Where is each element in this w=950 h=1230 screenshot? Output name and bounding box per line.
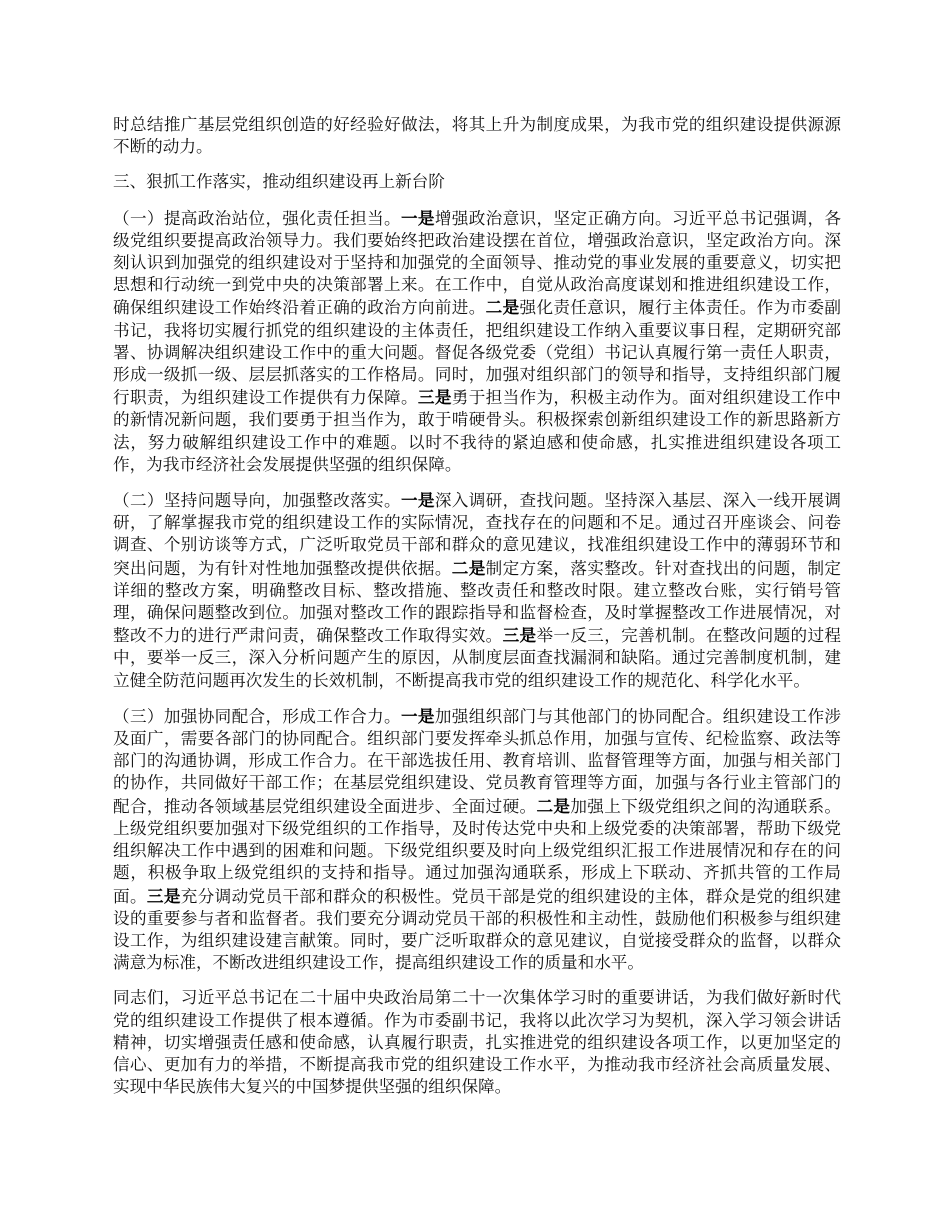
paragraph-intro-continuation bbox=[113, 114, 841, 158]
text-segment: 加强上下级党组织之间的沟通联系。上级党组织要加强对下级党组织的工作指导，及时传达党中央和上级党委的决策部署，帮助下级党组织解决工作中遇到的困难和问题。下级党组织要及时向上级党组织汇报工作进展情况和存在的问题，积极争取上级党组织的支持和指导。通过加强沟通联系，形成上下联动、齐抓共管的工作局面。 bbox=[113, 796, 842, 906]
paragraph-political-stance bbox=[113, 207, 841, 476]
bold-marker-second: 二是 bbox=[451, 557, 486, 578]
bold-marker-first: 一是 bbox=[400, 705, 435, 726]
paragraph-closing bbox=[113, 987, 841, 1098]
bold-marker-first: 一是 bbox=[400, 207, 435, 228]
text-segment: 加强组织部门与其他部门的协同配合。组织建设工作涉及面广，需要各部门的协同配合。组织部门要发挥牵头抓总作用，加强与宣传、纪检监察、政法等部门的沟通协调，形成工作合力。在干部选拔任用、教育培训、监督管理等方面，加强与相关部门的协作，共同做好干部工作；在基层党组织建设、党员教育管理等方面，加强与各行业主管部门的配合，推动各领域基层党组织建设全面进步、全面过硬。 bbox=[113, 706, 842, 816]
text-segment: 充分调动党员干部和群众的积极性。党员干部是党的组织建设的主体，群众是党的组织建设的重要参与者和监督者。我们要充分调动党员干部的积极性和主动性，鼓励他们积极参与组织建设工作，为组织建设建言献策。同时，要广泛听取群众的意见建议，自觉接受群众的监督，以群众满意为标准，不断改进组织建设工作，提高组织建设工作的质量和水平。 bbox=[113, 886, 842, 973]
document-page bbox=[113, 114, 841, 1111]
text-segment: 同志们，习近平总书记在二十届中央政治局第二十一次集体学习时的重要讲话，为我们做好新时代党的组织建设工作提供了根本遵循。作为市委副书记，我将以此次学习为契机，深入学习领会讲话精神，切实增强责任感和使命感，认真履行职责，扎实推进党的组织建设各项工作，以更加坚定的信心、更加有力的举措，不断提高我市党的组织建设工作水平，为推动我市经济社会高质量发展、实现中华民族伟大复兴的中国梦提供坚强的组织保障。 bbox=[113, 988, 841, 1097]
bold-marker-third: 三是 bbox=[502, 625, 537, 646]
text-segment: 时总结推广基层党组织创造的好经验好做法，将其上升为制度成果，为我市党的组织建设提供源源不断的动力。 bbox=[113, 115, 841, 157]
text-segment: 勇于担当作为，积极主动作为。面对组织建设工作中的新情况新问题，我们要勇于担当作为，敢于啃硬骨头。积极探索创新组织建设工作的新思路新方法，努力破解组织建设工作中的难题。以时不我待的紧迫感和使命感，扎实推进组织建设各项工作，为我市经济社会发展提供坚强的组织保障。 bbox=[113, 388, 842, 474]
subsection-title: （三）加强协同配合，形成工作合力。 bbox=[113, 706, 401, 726]
text-segment: 举一反三，完善机制。在整改问题的过程中，要举一反三，深入分析问题产生的原因，从制度层面查找漏洞和缺陷。通过完善制度机制，建立健全防范问题再次发生的长效机制，不断提高我市党的组织建设工作的规范化、科学化水平。 bbox=[113, 626, 842, 690]
bold-marker-second: 二是 bbox=[536, 795, 571, 816]
bold-marker-third: 三是 bbox=[146, 885, 181, 906]
text-segment: 深入调研，查找问题。坚持深入基层、深入一线开展调研，了解掌握我市党的组织建设工作的实际情况，查找存在的问题和不足。通过召开座谈会、问卷调查、个别访谈等方式，广泛听取党员干部和群众的意见建议，找准组织建设工作中的薄弱环节和突出问题，为有针对性地加强整改提供依据。 bbox=[113, 491, 842, 578]
heading-text: 三、狠抓工作落实，推动组织建设再上新台阶 bbox=[113, 172, 445, 192]
paragraph-coordination bbox=[113, 705, 841, 974]
text-segment: 增强政治意识，坚定正确方向。习近平总书记强调，各级党组织要提高政治领导力。我们要始终把政治建设摆在首位，增强政治意识，坚定政治方向。深刻认识到加强党的组织建设对于坚持和加强党的全面领导、推动党的事业发展的重要意义，切实把思想和行动统一到党中央的决策部署上来。在工作中，自觉从政治高度谋划和推进组织建设工作，确保组织建设工作始终沿着正确的政治方向前进。 bbox=[113, 208, 842, 318]
bold-marker-third: 三是 bbox=[417, 387, 452, 408]
bold-marker-first: 一是 bbox=[400, 490, 435, 511]
subsection-title: （二）坚持问题导向，加强整改落实。 bbox=[113, 491, 401, 511]
section-heading-3 bbox=[113, 171, 841, 193]
subsection-title: （一）提高政治站位，强化责任担当。 bbox=[113, 208, 401, 228]
text-segment: 制定方案，落实整改。针对查找出的问题，制定详细的整改方案，明确整改目标、整改措施、整改责任和整改时限。建立整改台账，实行销号管理，确保问题整改到位。加强对整改工作的跟踪指导和监督检查，及时掌握整改工作进展情况，对整改不力的进行严肃问责，确保整改工作取得实效。 bbox=[113, 558, 842, 646]
text-segment: 强化责任意识，履行主体责任。作为市委副书记，我将切实履行抓党的组织建设的主体责任，把组织建设工作纳入重要议事日程，定期研究部署、协调解决组织建设工作中的重大问题。督促各级党委（党组）书记认真履行第一责任人职责，形成一级抓一级、层层抓落实的工作格局。同时，加强对组织部门的领导和指导，支持组织部门履行职责，为组织建设工作提供有力保障。 bbox=[113, 298, 842, 408]
paragraph-problem-oriented bbox=[113, 489, 841, 692]
bold-marker-second: 二是 bbox=[485, 297, 520, 318]
